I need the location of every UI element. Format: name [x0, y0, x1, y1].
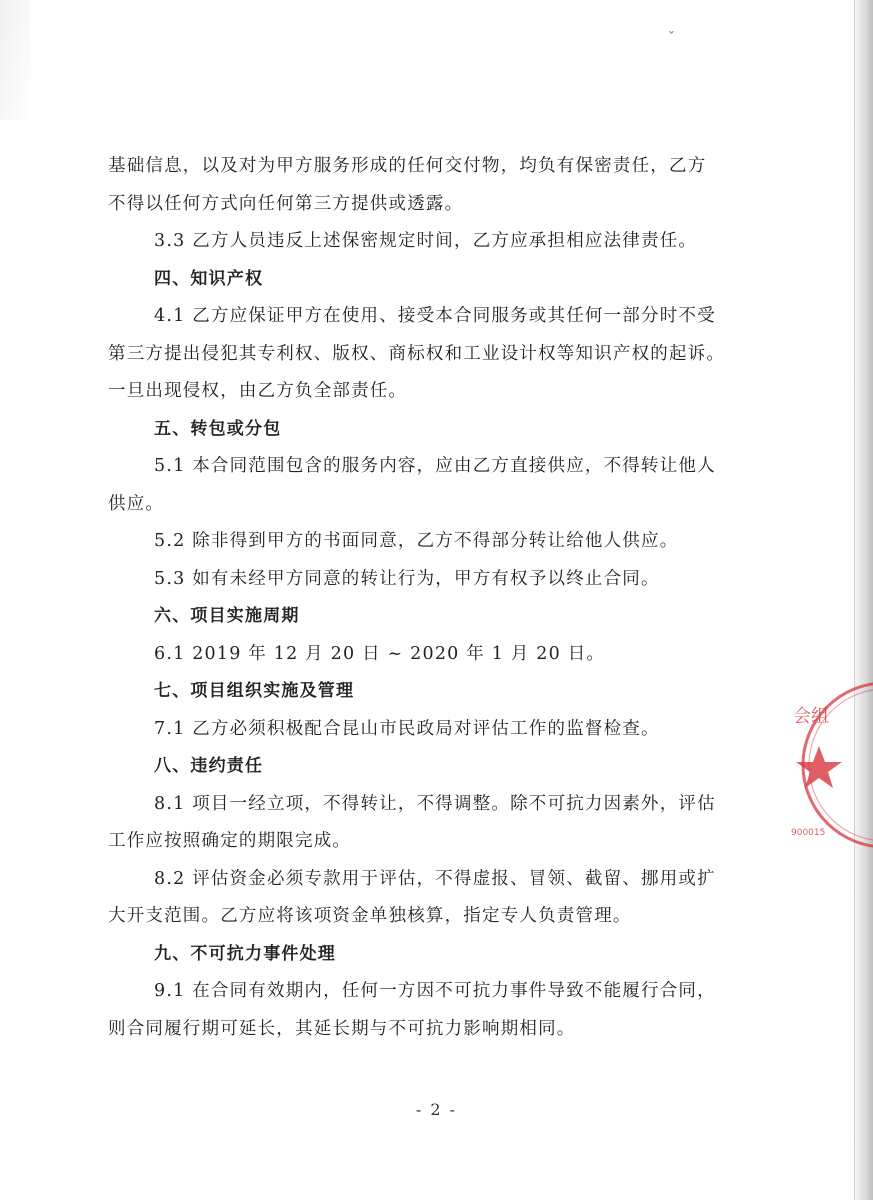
text-line: 4.1 乙方应保证甲方在使用、接受本合同服务或其任何一部分时不受 — [154, 306, 716, 326]
text-line: 6.1 2019 年 12 月 20 日 ~ 2020 年 1 月 20 日。 — [154, 643, 606, 664]
seal-top-text: 会组 — [793, 706, 829, 727]
text-line: 一旦出现侵权，由乙方负全部责任。 — [108, 381, 408, 401]
text-line: 8.1 项目一经立项，不得转让，不得调整。除不可抗力因素外，评估 — [154, 793, 716, 814]
page-number: - 2 - — [415, 1100, 458, 1119]
text-line: 7.1 乙方必须积极配合昆山市民政局对评估工作的监督检查。 — [154, 718, 660, 739]
seal-graphic — [785, 680, 873, 850]
paper-speck: ˇ — [668, 30, 675, 46]
text-line: 5.3 如有未经甲方同意的转让行为，甲方有权予以终止合同。 — [154, 568, 660, 589]
text-line: 不得以任何方式向任何第三方提供或透露。 — [108, 193, 464, 214]
text-line: 5.1 本合同范围包含的服务内容，应由乙方直接供应，不得转让他人 — [154, 456, 716, 476]
text-line: 供应。 — [108, 493, 165, 514]
document-body — [108, 148, 748, 1048]
red-seal — [785, 680, 873, 850]
page-edge — [855, 0, 873, 1200]
text-line: 基础信息，以及对为甲方服务形成的任何交付物，均负有保密责任，乙方 — [108, 156, 707, 176]
text-line: 8.2 评估资金必须专款用于评估，不得虚报、冒领、截留、挪用或扩 — [154, 868, 716, 889]
section-heading: 五、转包或分包 — [154, 418, 282, 439]
section-heading: 六、项目实施周期 — [154, 606, 300, 626]
text-line: 大开支范围。乙方应将该项资金单独核算，指定专人负责管理。 — [108, 906, 632, 926]
text-line: 3.3 乙方人员违反上述保密规定时间，乙方应承担相应法律责任。 — [154, 231, 698, 251]
section-heading: 七、项目组织实施及管理 — [154, 681, 355, 701]
text-line: 9.1 在合同有效期内，任何一方因不可抗力事件导致不能履行合同， — [154, 981, 716, 1001]
text-line: 5.2 除非得到甲方的书面同意，乙方不得部分转让给他人供应。 — [154, 531, 679, 551]
text-line: 工作应按照确定的期限完成。 — [108, 831, 352, 851]
section-heading: 四、知识产权 — [154, 268, 264, 289]
seal-number-text: 900015 — [791, 828, 826, 838]
page-fold-shadow — [0, 0, 30, 120]
text-line: 则合同履行期可延长，其延长期与不可抗力影响期相同。 — [108, 1018, 576, 1039]
text-line: 第三方提出侵犯其专利权、版权、商标权和工业设计权等知识产权的起诉。 — [108, 343, 726, 364]
section-heading: 九、不可抗力事件处理 — [154, 943, 336, 964]
section-heading: 八、违约责任 — [154, 756, 264, 776]
